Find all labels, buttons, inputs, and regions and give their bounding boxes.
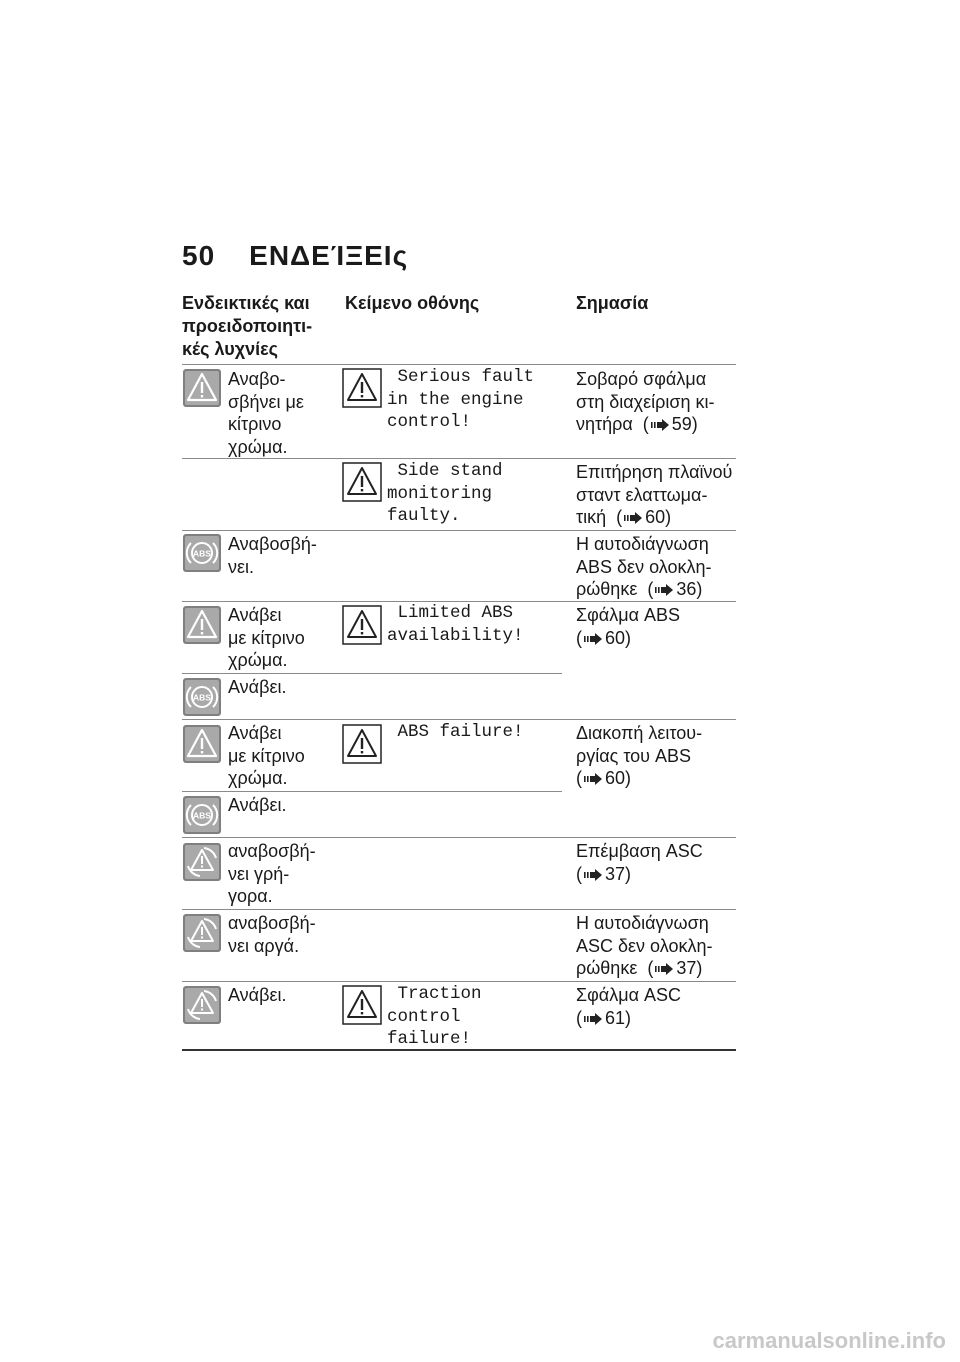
lamp-description: αναβοσβή- νει γρή- γορα. <box>228 841 316 906</box>
display-warning-icon <box>342 605 382 645</box>
page-reference: 61) <box>605 1007 632 1028</box>
row-divider <box>182 837 736 838</box>
lamp-description: Ανάβει με κίτρινο χρώμα. <box>228 723 305 788</box>
lamp-description: Αναβο- σβήνει με κίτρινο χρώμα. <box>228 369 304 457</box>
meaning-text: Η αυτοδιάγνωση ASC δεν ολοκλη- ρώθηκε ( 37) <box>576 913 713 978</box>
column-heading-lamps: Ενδεικτικές και προειδοποιητι- κές λυχνίες <box>182 293 313 359</box>
warning-triangle-icon <box>182 368 222 408</box>
warning-triangle-icon <box>182 605 222 645</box>
page-reference: 36) <box>676 579 703 599</box>
abs-icon <box>182 533 222 573</box>
asc-icon <box>182 913 222 953</box>
page-reference: 60) <box>605 768 632 788</box>
column-heading-display-text: Κείμενο οθόνης <box>345 293 480 313</box>
page-reference-arrow-icon <box>584 1013 602 1025</box>
sub-row-divider <box>182 673 562 674</box>
page-reference-arrow-icon <box>584 773 602 785</box>
lamp-description: αναβοσβή- νει αργά. <box>228 913 316 956</box>
sub-row-divider <box>182 791 562 792</box>
page-reference: 37) <box>605 863 632 884</box>
page-number: 50 <box>182 240 216 271</box>
column-heading-meaning: Σημασία <box>576 293 649 313</box>
row-divider <box>182 530 736 531</box>
meaning-text: Επιτήρηση πλαϊνού σταντ ελαττωμα- τική ( 60) <box>576 462 733 527</box>
display-warning-icon <box>342 462 382 502</box>
display-warning-icon <box>342 985 382 1025</box>
abs-icon <box>182 795 222 835</box>
meaning-text: Σοβαρό σφάλμα στη διαχείριση κι- νητήρα ( 59) <box>576 369 715 434</box>
section-title: ΕΝΔΕΊΞΕΙς <box>249 240 409 271</box>
page-reference: 59) <box>671 414 698 434</box>
asc-icon <box>182 842 222 882</box>
display-warning-icon <box>342 724 382 764</box>
row-divider <box>182 909 736 910</box>
abs-icon <box>182 677 222 717</box>
warning-triangle-icon <box>182 724 222 764</box>
page-reference-arrow-icon <box>655 584 673 596</box>
lamp-description: Αναβοσβή- νει. <box>228 534 317 577</box>
row-divider <box>182 981 736 982</box>
row-divider <box>182 458 736 459</box>
row-divider <box>182 364 736 365</box>
page-reference: 60) <box>605 627 632 648</box>
display-text: ABS failure! <box>387 722 524 742</box>
display-warning-icon <box>342 368 382 408</box>
page-reference: 37) <box>676 958 703 978</box>
page-reference: 60) <box>645 507 672 527</box>
display-text: Traction control failure! <box>387 984 482 1049</box>
page-reference-arrow-icon <box>655 963 673 975</box>
page-reference-arrow-icon <box>584 633 602 645</box>
lamp-description: Ανάβει. <box>228 795 287 815</box>
page-reference-arrow-icon <box>584 869 602 881</box>
meaning-text: Διακοπή λειτου- ργίας του ABS ( 60) <box>576 723 703 788</box>
display-text: Side stand monitoring faulty. <box>387 461 503 526</box>
lamp-description: Ανάβει με κίτρινο χρώμα. <box>228 605 305 670</box>
meaning-text: Η αυτοδιάγνωση ABS δεν ολοκλη- ρώθηκε ( 36) <box>576 534 712 599</box>
meaning-text: Επέμβαση ASC ( 37) <box>576 841 703 884</box>
page-reference-arrow-icon <box>624 512 642 524</box>
display-text: Limited ABS availability! <box>387 603 524 646</box>
row-divider <box>182 719 736 720</box>
asc-icon <box>182 985 222 1025</box>
page-header <box>182 240 408 272</box>
meaning-text: Σφάλμα ASC ( 61) <box>576 985 681 1028</box>
page-reference-arrow-icon <box>651 419 669 431</box>
lamp-description: Ανάβει. <box>228 985 287 1005</box>
meaning-text: Σφάλμα ABS ( 60) <box>576 605 681 648</box>
display-text: Serious fault in the engine control! <box>387 367 535 432</box>
lamp-description: Ανάβει. <box>228 677 287 697</box>
watermark-link[interactable]: carmanualsonline.info <box>712 1328 946 1353</box>
